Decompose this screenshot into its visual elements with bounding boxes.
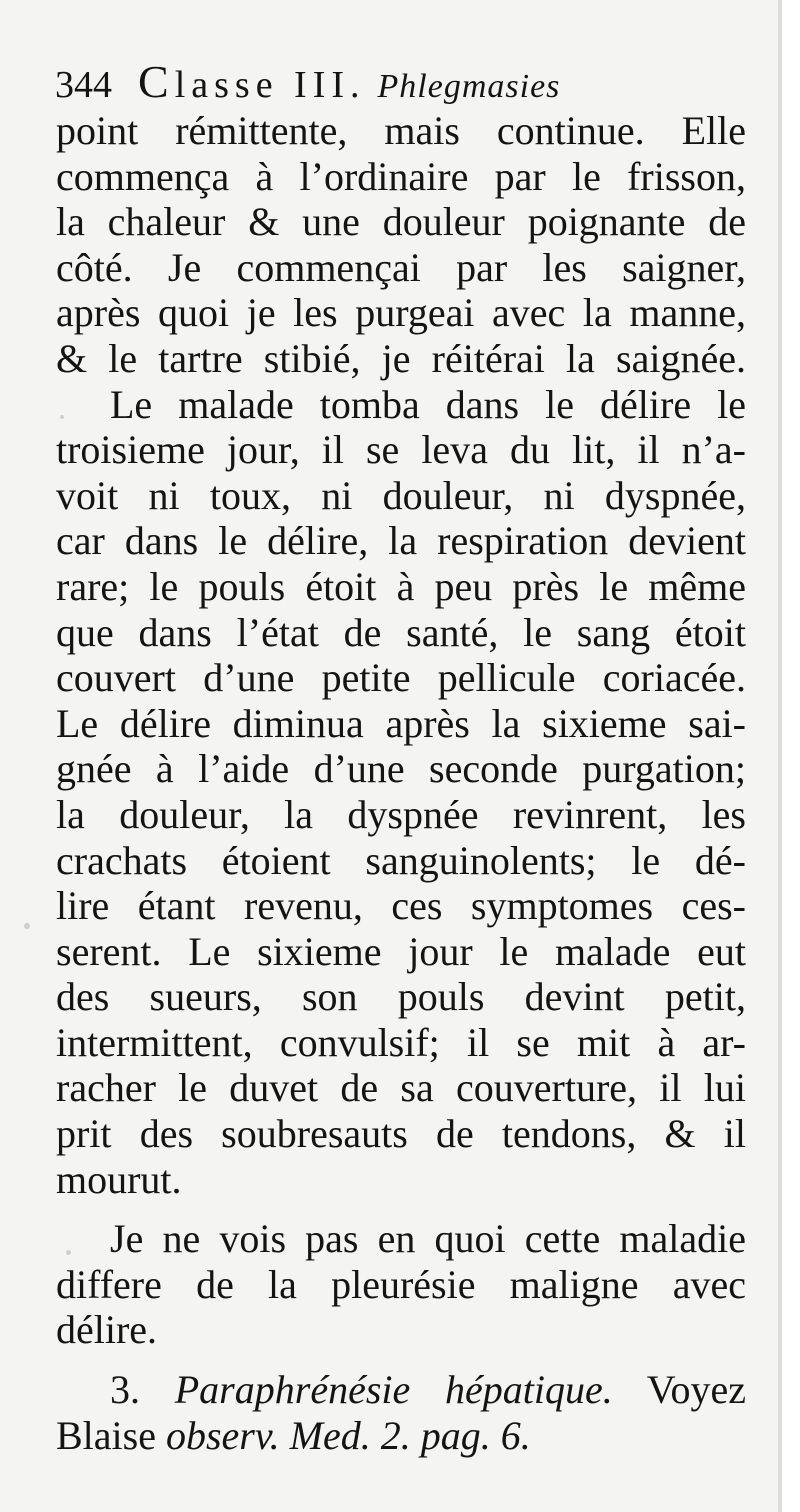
text-line: prit des soubresauts de tendons, & il (56, 1111, 746, 1157)
text-line: rare; le pouls étoit à peu près le même (56, 563, 746, 609)
text-line: mourut. (56, 1156, 182, 1202)
text-line: couvert d’une petite pellicule coriacée. (56, 655, 746, 701)
text-line: la douleur, la dyspnée revinrent, les (56, 791, 746, 837)
section-heading: Paraphrénésie hépatique. (174, 1367, 613, 1413)
text-line: intermittent, convulsif; il se mit à ar- (56, 1019, 746, 1065)
text-line (56, 1413, 746, 1459)
scan-speck (60, 415, 64, 419)
text-line: la chaleur & une douleur poignante de (56, 199, 746, 245)
paragraph-1 (56, 108, 746, 382)
text-line: des sueurs, son pouls devint petit, (56, 974, 746, 1020)
class-label: Classe III. (138, 56, 366, 107)
text-line: crachats étoient sanguinolents; le dé- (56, 837, 746, 883)
text-line: délire. (56, 1307, 158, 1353)
text-line: troisieme jour, il se leva du lit, il n’a- (56, 427, 746, 473)
text-line: après quoi je les purgeai avec la manne, (56, 290, 746, 336)
scan-speck (24, 923, 30, 929)
text-line: gnée à l’aide d’une seconde purgation; (56, 746, 746, 792)
paragraph-gap (56, 1353, 746, 1367)
medical-reference: Med. 2. pag. 6. (289, 1412, 531, 1458)
text-line: & le tartre stibié, je réitérai la saignée. (56, 335, 746, 381)
paragraph-2 (56, 382, 746, 1203)
text-line: racher le duvet de sa couverture, il lui (56, 1065, 746, 1111)
text-line: serent. Le sixieme jour le malade eut (56, 928, 746, 974)
text-line (56, 1367, 746, 1413)
section-number: 3. (110, 1367, 140, 1413)
text-line: que dans l’état de santé, le sang étoit (56, 609, 746, 655)
text-line: Je ne vois pas en quoi cette maladie (110, 1216, 746, 1262)
body-text (56, 108, 746, 1458)
see-word: Voyez (646, 1367, 746, 1413)
text-line: voit ni toux, ni douleur, ni dyspnée, (56, 472, 746, 518)
text-line: Le délire diminua après la sixieme sai- (56, 700, 746, 746)
page-number: 344 (55, 64, 112, 106)
observation-word: observ. (165, 1412, 280, 1458)
text-line: commença à l’ordinaire par le frisson, (56, 153, 746, 199)
page-header (55, 52, 745, 112)
paragraph-4 (56, 1367, 746, 1458)
text-line: côté. Je commençai par les saigner, (56, 244, 746, 290)
scan-margin (782, 0, 800, 1512)
section-title: Phlegmasies (377, 68, 561, 105)
text-line: car dans le délire, la respiration devient (56, 518, 746, 564)
paragraph-3 (56, 1216, 746, 1353)
author-name: Blaise (56, 1412, 156, 1458)
scan-speck (66, 1250, 71, 1255)
text-line: lire étant revenu, ces symptomes ces- (56, 883, 746, 929)
paragraph-gap (56, 1202, 746, 1216)
text-line: differe de la pleurésie maligne avec (56, 1261, 746, 1307)
text-line: point rémittente, mais continue. Elle (56, 108, 746, 153)
text-line: Le malade tomba dans le délire le (110, 381, 746, 427)
